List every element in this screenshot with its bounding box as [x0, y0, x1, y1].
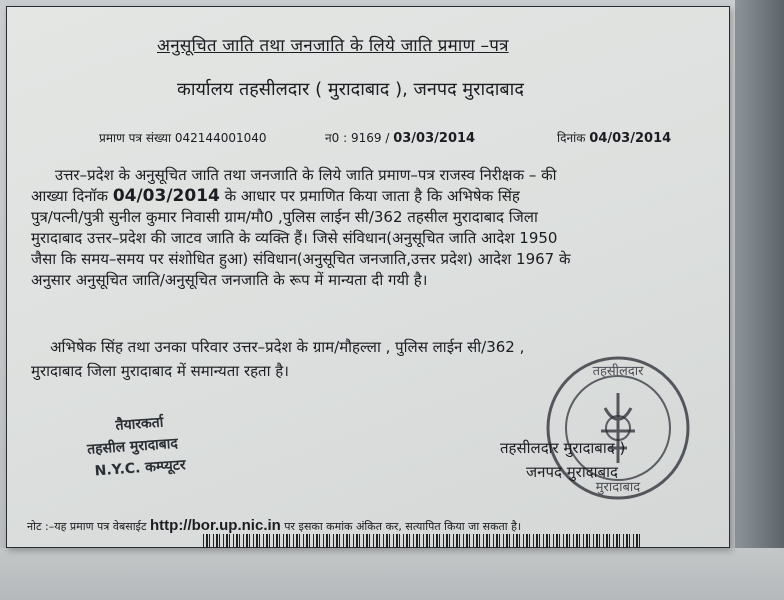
prepared-by-stamp: [85, 411, 186, 484]
cert-number-label: प्रमाण पत्र संख्या: [99, 131, 172, 145]
body-line: मुरादाबाद जिला मुरादाबाद में समान्यता रहता है।: [31, 362, 289, 380]
body-line: मुरादाबाद उत्तर–प्रदेश की जाटव जाति के व्यक्ति हैं। जिसे संविधान(अनुसूचित जाति आदेश 1950: [31, 229, 558, 247]
certificate-title: अनुसूचित जाति तथा जनजाति के लिये जाति प्रमाण –पत्र: [157, 36, 509, 56]
seal-text-top: तहसीलदार: [592, 364, 644, 379]
body-line: पुत्र/पत्नी/पुत्री सुनील कुमार निवासी ग्राम/मौ0 ,पुलिस लाईन सी/362 तहसील मुरादाबाद जिला: [31, 208, 538, 226]
certificate-document: [6, 6, 730, 548]
reference-number: [325, 129, 475, 146]
signature-title: तहसीलदार मुरादाबाद ): [500, 439, 626, 457]
signature-district: जनपद मुरादाबाद: [526, 463, 618, 481]
prepared-by-line: तैयारकर्ता: [115, 414, 164, 434]
prepared-by-line: तहसील मुरादाबाद: [86, 435, 179, 458]
background-edge: [735, 0, 784, 600]
seal-text-bottom: मुरादाबाद: [595, 480, 641, 495]
background-surface: [0, 548, 784, 600]
reference-value: 9169 /: [350, 131, 390, 145]
verification-note: नोट :–यह प्रमाण पत्र वेबसाईट http://bor.up.nic.in पर इसका कमांक अंकित कर, सत्यापित किया जा सकता है।: [27, 517, 522, 534]
verification-url[interactable]: http://bor.up.nic.in: [150, 517, 281, 534]
body-paragraph-1: [31, 165, 571, 291]
body-line: उत्तर–प्रदेश के अनुसूचित जाति तथा जनजाति के लिये जाति प्रमाण–पत्र राजस्व निरीक्षक – की: [54, 166, 557, 184]
office-heading: कार्यालय तहसीलदार ( मुरादाबाद ), जनपद मुरादाबाद: [177, 79, 524, 100]
body-line: अभिषेक सिंह तथा उनका परिवार उत्तर–प्रदेश के ग्राम/मौहल्ला , पुलिस लाईन सी/362 ,: [50, 338, 525, 356]
barcode: [203, 534, 643, 548]
reference-date: 03/03/2014: [393, 131, 476, 146]
issue-date: [557, 129, 671, 146]
cert-number-value: 042144001040: [174, 131, 267, 145]
issue-date-label: दिनांक: [557, 131, 586, 145]
body-paragraph-2: [31, 335, 524, 383]
certificate-number: [99, 129, 267, 146]
issue-date-value: 04/03/2014: [589, 131, 672, 146]
report-date: 04/03/2014: [112, 186, 220, 206]
body-line: आख्या दिनॉक 04/03/2014 के आधार पर प्रमाणित किया जाता है कि अभिषेक सिंह: [31, 186, 520, 206]
prepared-by-line: N.Y.C. कम्प्यूटर: [94, 457, 187, 480]
signature-block: [500, 437, 625, 485]
body-line: जैसा कि समय–समय पर संशोधित हुआ) संविधान(अनुसूचित जनजाति,उत्तर प्रदेश) आदेश 1967 के: [31, 250, 571, 268]
body-line: अनुसार अनुसूचित जाति/अनुसूचित जनजाति के रूप में मान्यता दी गयी है।: [31, 271, 428, 289]
reference-label: न0 :: [325, 131, 348, 145]
